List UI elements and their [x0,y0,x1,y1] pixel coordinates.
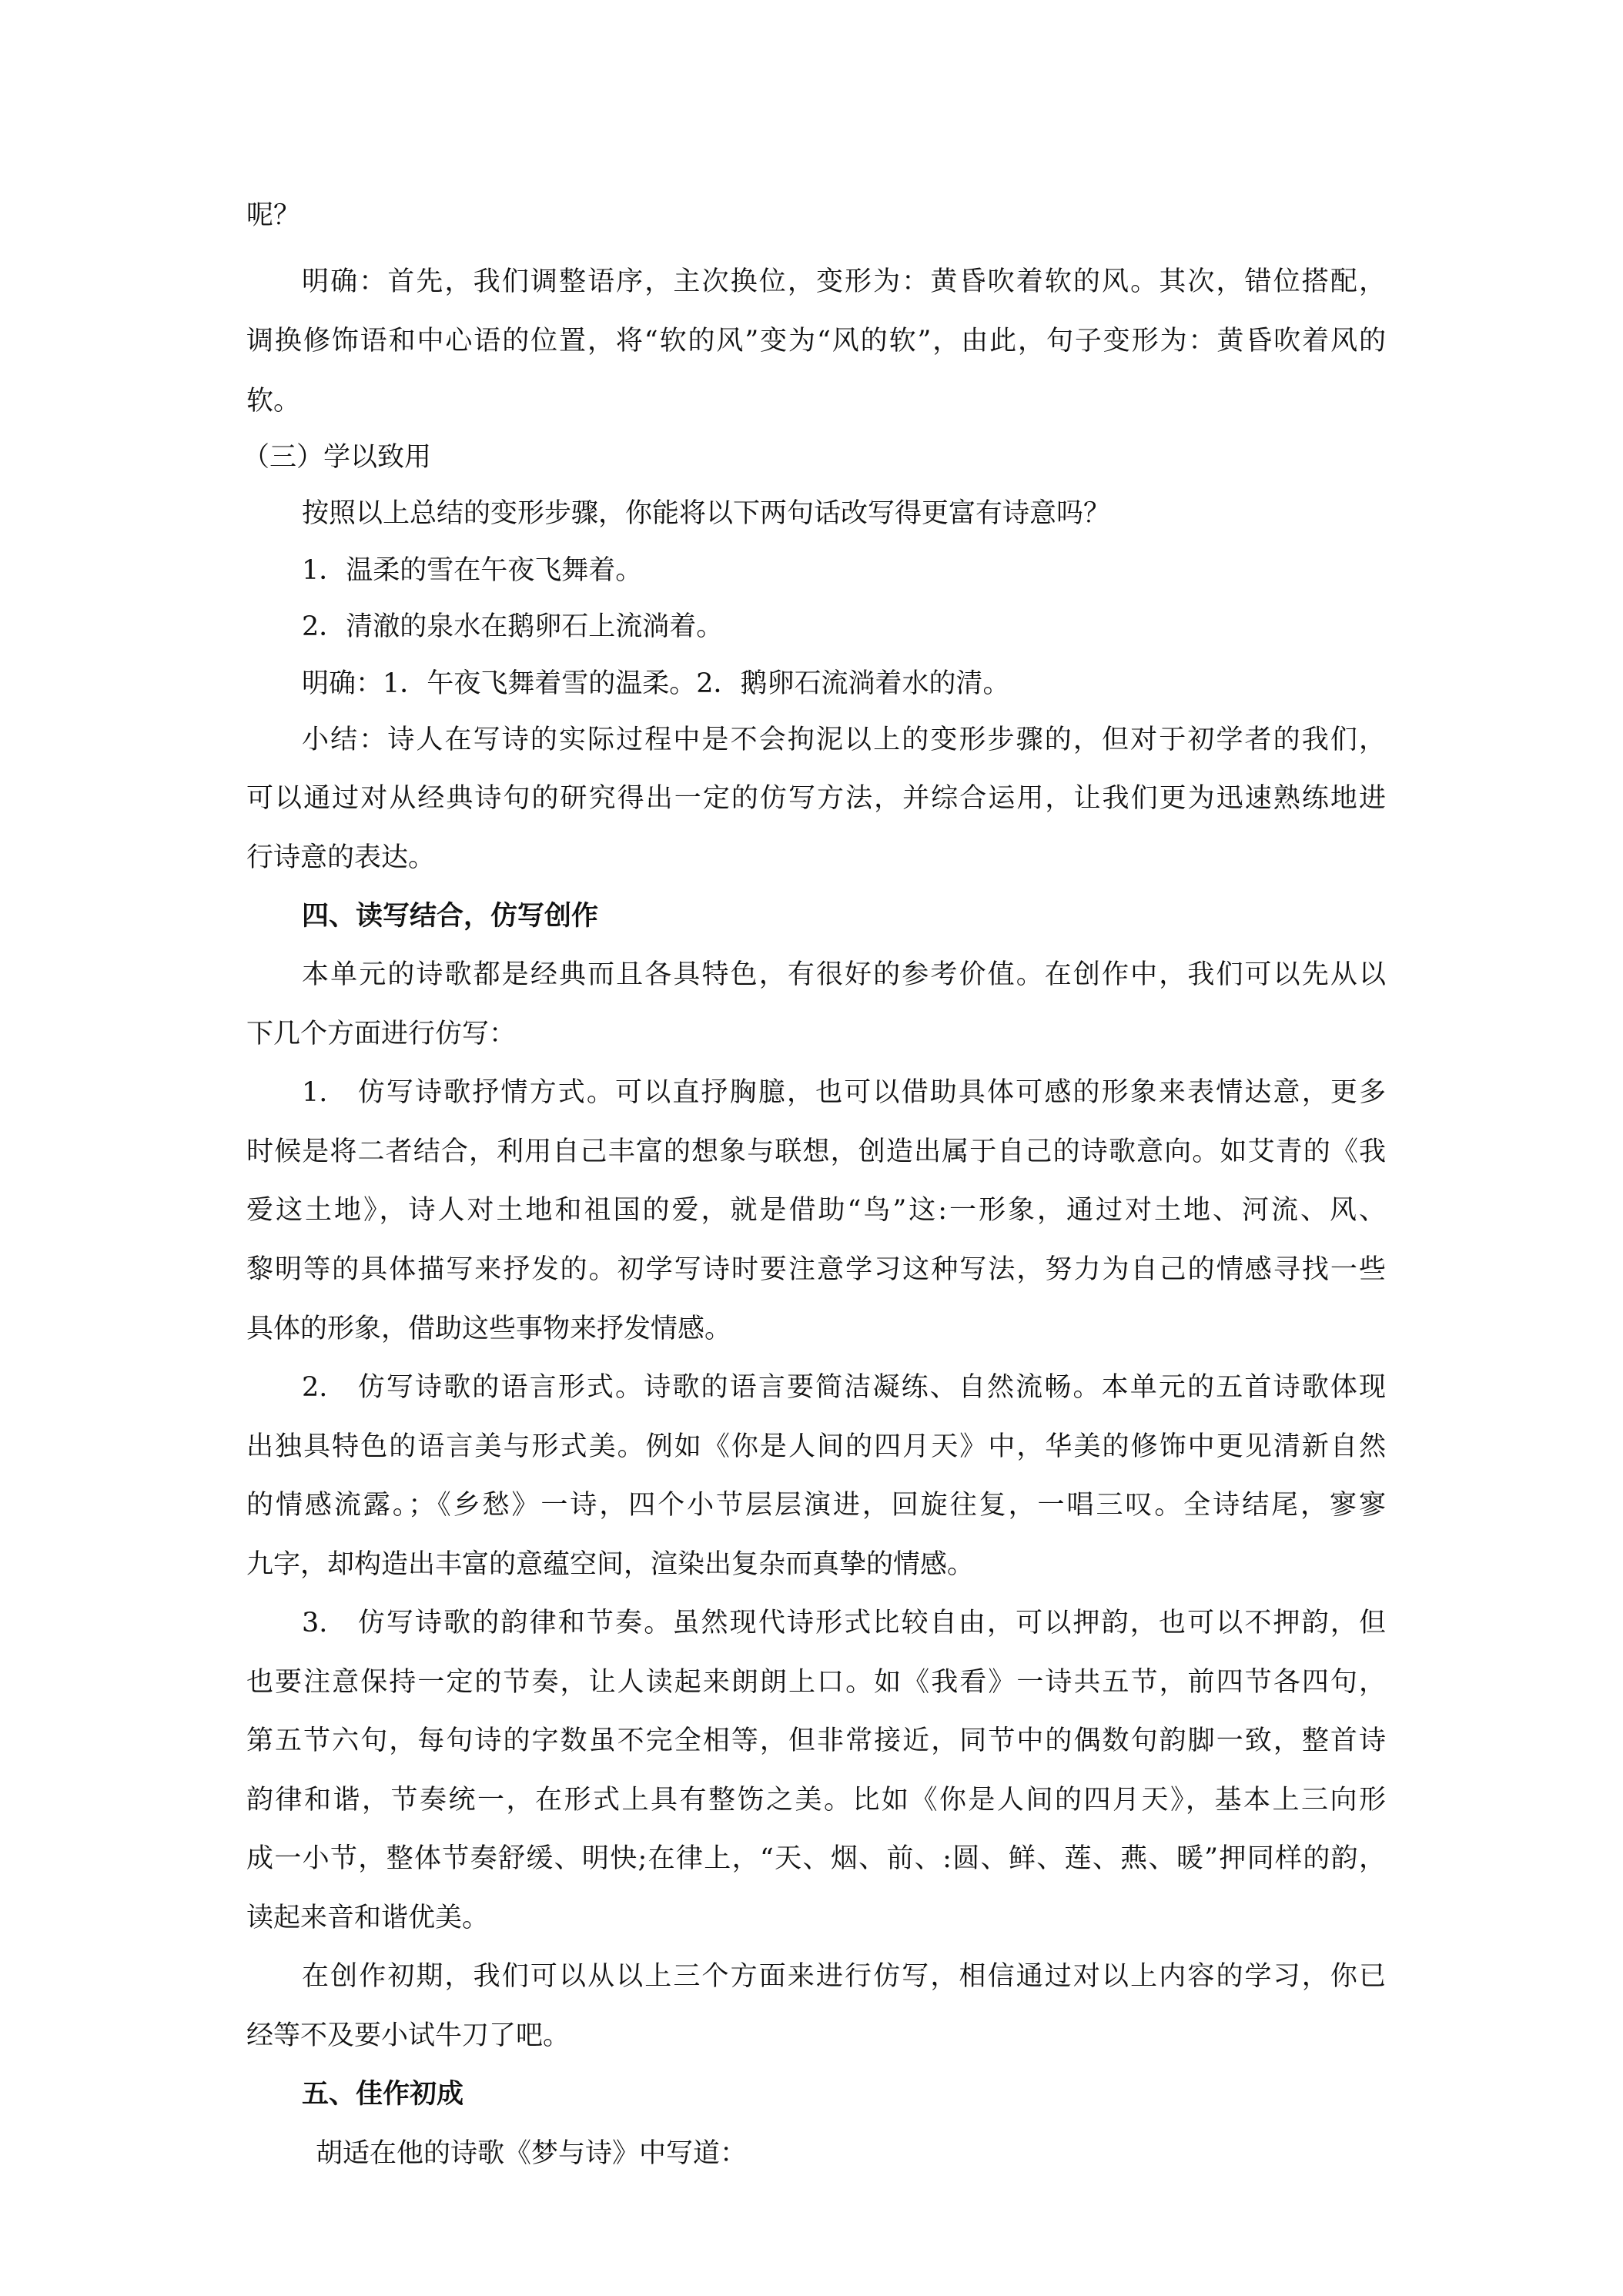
text-line: 明确：首先，我们调整语序，主次换位，变形为：黄昏吹着软的风。其次，错位搭配， [302,266,1386,297]
text-line: 可以通过对从经典诗句的研究得出一定的仿写方法，并综合运用，让我们更为迅速熟练地进 [246,783,1386,814]
text-line: 也要注意保持一定的节奏，让人读起来朗朗上口。如《我看》一诗共五节，前四节各四句， [246,1667,1386,1698]
section-heading: 五、佳作初成 [302,2078,464,2110]
section-heading: （三）学以致用 [243,442,432,473]
text-line: 行诗意的表达。 [246,842,436,873]
text-line: 按照以上总结的变形步骤，你能将以下两句话改写得更富有诗意吗？ [302,498,1111,529]
text-line: 明确：1．午夜飞舞着雪的温柔。2．鹅卵石流淌着水的清。 [302,668,1010,699]
text-line: 出独具特色的语言美与形式美。例如《你是人间的四月天》中，华美的修饰中更见清新自然 [246,1431,1386,1462]
text-line: 呢？ [246,200,301,231]
text-line: 成一小节，整体节奏舒缓、明快;在律上，“天、烟、前、:圆、鲜、莲、燕、暖”押同样的韵， [246,1843,1386,1874]
text-line: 经等不及要小试牛刀了吧。 [246,2020,571,2051]
text-line: 小结：诗人在写诗的实际过程中是不会拘泥以上的变形步骤的，但对于初学者的我们， [302,725,1386,755]
text-line: 读起来音和谐优美。 [246,1903,490,1933]
text-line: 具体的形象，借助这些事物来抒发情感。 [246,1314,732,1344]
text-line: 3. 仿写诗歌的韵律和节奏。虽然现代诗形式比较自由，可以押韵，也可以不押韵，但 [302,1608,1386,1638]
text-line: 2．清澈的泉水在鹅卵石上流淌着。 [302,611,724,642]
text-line: 黎明等的具体描写来抒发的。初学写诗时要注意学习这种写法，努力为自己的情感寻找一些 [246,1254,1386,1285]
text-line: 在创作初期，我们可以从以上三个方面来进行仿写，相信通过对以上内容的学习，你已 [302,1961,1386,1992]
text-line: 下几个方面进行仿写： [246,1019,517,1049]
text-line: 软。 [246,386,301,417]
text-line: 本单元的诗歌都是经典而且各具特色，有很好的参考价值。在创作中，我们可以先从以 [302,959,1386,990]
text-line: 爱这土地》，诗人对土地和祖国的爱，就是借助“鸟”这:一形象，通过对土地、河流、风、 [246,1195,1386,1226]
text-line: 第五节六句，每句诗的字数虽不完全相等，但非常接近，同节中的偶数句韵脚一致，整首诗 [246,1725,1386,1756]
section-heading: 四、读写结合，仿写创作 [302,900,599,932]
text-line: 胡适在他的诗歌《梦与诗》中写道： [316,2138,748,2169]
text-line: 九字，却构造出丰富的意蕴空间，渲染出复杂而真挚的情感。 [246,1549,975,1580]
text-line: 2. 仿写诗歌的语言形式。诗歌的语言要简洁凝练、自然流畅。本单元的五首诗歌体现 [302,1372,1386,1403]
text-line: 时候是将二者结合，利用自己丰富的想象与联想，创造出属于自己的诗歌意向。如艾青的《我 [246,1136,1386,1167]
text-line: 韵律和谐，节奏统一，在形式上具有整饬之美。比如《你是人间的四月天》，基本上三向形 [246,1785,1386,1816]
text-line: 调换修饰语和中心语的位置，将“软的风”变为“风的软”，由此，句子变形为：黄昏吹着风的 [246,326,1386,356]
text-line: 1．温柔的雪在午夜飞舞着。 [302,555,643,586]
text-line: 1. 仿写诗歌抒情方式。可以直抒胸臆，也可以借助具体可感的形象来表情达意，更多 [302,1077,1386,1108]
text-line: 的情感流露。；《乡愁》一诗，四个小节层层演进，回旋往复，一唱三叹。全诗结尾，寥寥 [246,1490,1386,1521]
